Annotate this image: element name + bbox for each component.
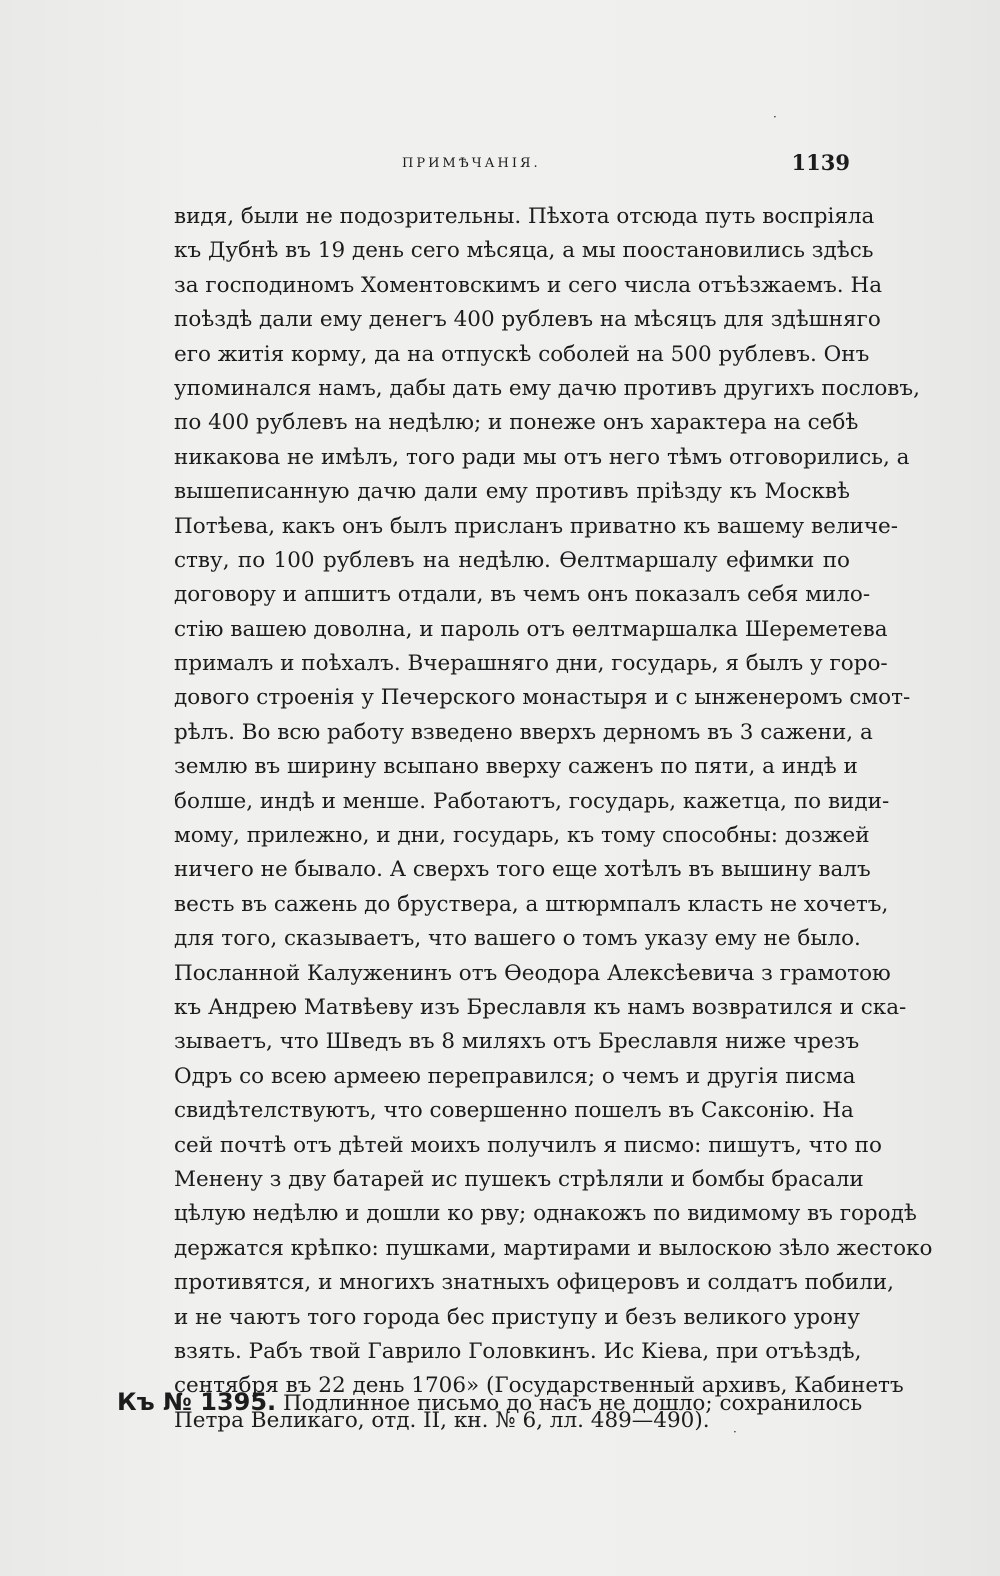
text-line: никакова не имѣлъ, того ради мы отъ него тѣмъ отговорились, а: [174, 444, 910, 470]
text-line: свидѣтелствуютъ, что совершенно пошелъ въ Саксонію. На: [174, 1098, 854, 1124]
text-line: за господиномъ Хоментовскимъ и сего числа отъѣзжаемъ. На: [174, 272, 883, 298]
text-line: договору и апшитъ отдали, въ чемъ онъ показалъ себя мило-: [174, 582, 871, 608]
text-line: и не чаютъ того города бес приступу и безъ великого урону: [174, 1304, 860, 1330]
text-line: поѣздѣ дали ему денегъ 400 рублевъ на мѣсяцъ для здѣшняго: [174, 307, 881, 333]
text-line: его житія корму, да на отпускѣ соболей на 500 рублевъ. Онъ: [174, 341, 870, 367]
section-text: Подлинное письмо до насъ не дошло; сохранилось: [283, 1391, 863, 1416]
text-line: по 400 рублевъ на недѣлю; и понеже онъ характера на себѣ: [174, 410, 859, 436]
text-line: мому, прилежно, и дни, государь, къ тому способны: дозжей: [174, 823, 870, 849]
text-line: къ Андрею Матвѣеву изъ Бреславля къ намъ возвратился и ска-: [174, 994, 907, 1020]
print-speck: ·: [773, 110, 777, 124]
text-line: цѣлую недѣлю и дошли ко рву; однакожъ по видимому въ городѣ: [174, 1201, 917, 1227]
text-line: Одръ со всею армеею переправился; о чемъ и другія писма: [174, 1063, 856, 1089]
text-line: Потѣева, какъ онъ былъ присланъ приватно къ вашему величе-: [174, 513, 899, 539]
text-line: землю въ ширину всыпано вверху саженъ по пяти, а индѣ и: [174, 754, 858, 780]
text-line: Петра Великаго, отд. II, кн. № 6, лл. 489—490).: [174, 1407, 710, 1433]
text-line: къ Дубнѣ въ 19 день сего мѣсяца, а мы поостановились здѣсь: [174, 238, 874, 264]
text-line: сей почтѣ отъ дѣтей моихъ получилъ я писмо: пишутъ, что по: [174, 1132, 882, 1158]
text-line: Менену з дву батарей ис пушекъ стрѣляли и бомбы брасали: [174, 1166, 864, 1192]
text-line: взять. Рабъ твой Гаврило Головкинъ. Ис Кіева, при отъѣздѣ,: [174, 1338, 862, 1364]
text-line: рѣлъ. Во всю работу взведено вверхъ дерномъ въ 3 сажени, а: [174, 719, 873, 745]
section-label: Къ № 1395.: [117, 1388, 277, 1416]
text-line: стію вашею доволна, и пароль отъ ѳелтмаршалка Шереметева: [174, 616, 888, 642]
text-line: дового строенія у Печерского монастыря и с ынженеромъ смот-: [174, 685, 911, 711]
text-line: зываетъ, что Шведъ въ 8 миляхъ отъ Бреславля ниже чрезъ: [174, 1029, 860, 1055]
running-title: ПРИМѢЧАНІЯ.: [402, 156, 541, 171]
print-speck: ·: [733, 1425, 737, 1439]
text-line: сентября въ 22 день 1706» (Государственный архивъ, Кабинетъ: [174, 1373, 904, 1399]
running-head: [170, 150, 850, 180]
text-line: ничего не бывало. А сверхъ того еще хотѣлъ въ вышину валъ: [174, 857, 871, 883]
text-line: ству, по 100 рублевъ на недѣлю. Ѳелтмаршалу ефимки по: [174, 547, 850, 573]
text-line: держатся крѣпко: пушками, мартирами и вылоскою зѣло жестоко: [174, 1235, 933, 1261]
text-line: упоминался намъ, дабы дать ему дачю противъ другихъ пословъ,: [174, 375, 920, 401]
text-line: прималъ и поѣхалъ. Вчерашняго дни, государь, я былъ у горо-: [174, 651, 888, 677]
text-line: Посланной Калуженинъ отъ Ѳеодора Алексѣевича з грамотою: [174, 960, 891, 986]
page-number: 1139: [791, 150, 850, 175]
text-line: для того, сказываетъ, что вашего о томъ указу ему не было.: [174, 926, 861, 952]
text-line: весть въ сажень до бруствера, а штюрмпалъ класть не хочетъ,: [174, 891, 889, 917]
text-line: противятся, и многихъ знатныхъ офицеровъ и солдатъ побили,: [174, 1270, 894, 1296]
body-text: [174, 200, 933, 1438]
text-line: видя, были не подозрительны. Пѣхота отсюда путь воспріяла: [174, 204, 875, 229]
text-line: болше, индѣ и менше. Работаютъ, государь, кажетца, по види-: [174, 788, 890, 814]
text-line: вышеписанную дачю дали ему противъ пріѣзду къ Москвѣ: [174, 479, 850, 505]
